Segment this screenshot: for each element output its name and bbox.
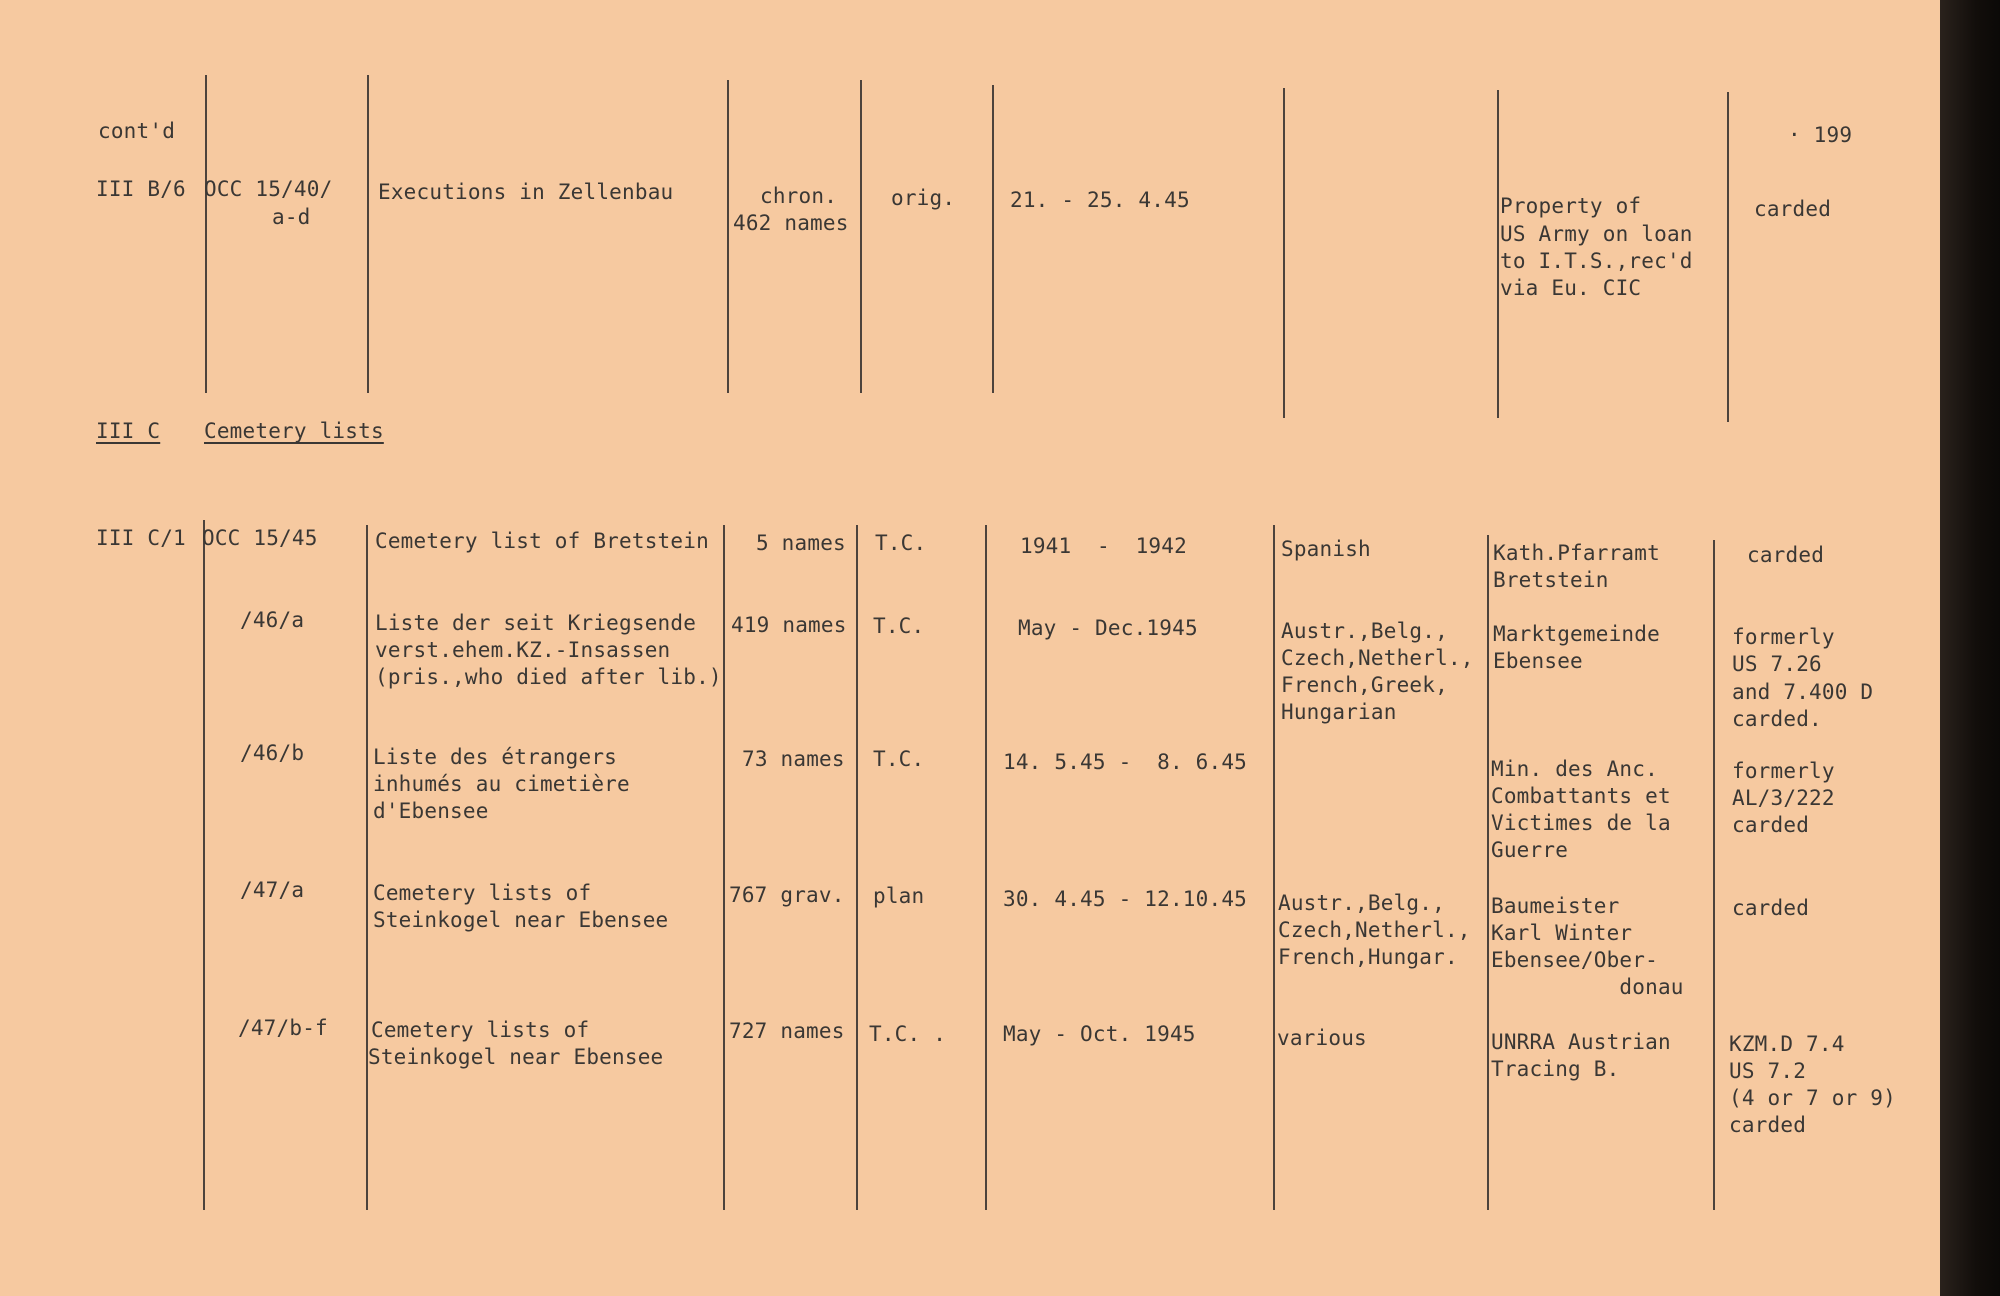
entry-title: Executions in Zellenbau bbox=[378, 180, 674, 204]
section-title: Cemetery lists bbox=[204, 419, 384, 443]
column-rule bbox=[1273, 525, 1275, 1210]
entry-source: Guerre bbox=[1491, 838, 1569, 862]
entry-status: US 7.2 bbox=[1729, 1059, 1807, 1083]
entry-ref: /46/a bbox=[240, 608, 305, 632]
column-rule bbox=[1283, 88, 1285, 418]
entry-status: formerly bbox=[1732, 625, 1835, 649]
page-edge-shadow bbox=[1940, 0, 2000, 1296]
entry-type: T.C. . bbox=[869, 1022, 947, 1046]
entry-source: Min. des Anc. bbox=[1491, 757, 1658, 781]
entry-code: III C/1 bbox=[96, 526, 186, 550]
entry-dates: May - Dec.1945 bbox=[1018, 616, 1198, 640]
entry-status: and 7.400 D bbox=[1732, 680, 1874, 704]
entry-title: verst.ehem.KZ.-Insassen bbox=[375, 638, 671, 662]
entry-status: carded bbox=[1729, 1113, 1807, 1137]
entry-title: Cemetery lists of bbox=[373, 881, 592, 905]
entry-count: 767 grav. bbox=[729, 883, 845, 907]
entry-status: carded bbox=[1754, 197, 1832, 221]
column-rule bbox=[205, 75, 207, 393]
column-rule bbox=[1727, 92, 1729, 422]
column-rule bbox=[366, 525, 368, 1210]
entry-nationality: Czech,Netherl., bbox=[1281, 646, 1474, 670]
entry-status: carded. bbox=[1732, 707, 1822, 731]
entry-dates: 1941 - 1942 bbox=[1020, 534, 1187, 558]
column-rule bbox=[1713, 540, 1715, 1210]
column-rule bbox=[723, 525, 725, 1210]
entry-title: Cemetery lists of bbox=[371, 1018, 590, 1042]
column-rule bbox=[203, 520, 205, 1210]
entry-count: 419 names bbox=[731, 613, 847, 637]
entry-source: Ebensee/Ober- bbox=[1491, 948, 1658, 972]
entry-ref: OCC 15/40/ bbox=[204, 177, 333, 201]
entry-source: Victimes de la bbox=[1491, 811, 1671, 835]
entry-nationality: various bbox=[1277, 1026, 1367, 1050]
entry-nationality: Austr.,Belg., bbox=[1281, 619, 1448, 643]
page-number: · 199 bbox=[1788, 123, 1853, 147]
entry-source: Tracing B. bbox=[1491, 1057, 1620, 1081]
entry-status: KZM.D 7.4 bbox=[1729, 1032, 1845, 1056]
entry-type: plan bbox=[873, 884, 925, 908]
entry-title: Liste des étrangers bbox=[373, 745, 618, 769]
entry-ref: a-d bbox=[272, 205, 311, 229]
entry-nationality: French,Hungar. bbox=[1278, 945, 1458, 969]
entry-type: T.C. bbox=[873, 614, 925, 638]
entry-status: carded bbox=[1747, 543, 1825, 567]
entry-count: 727 names bbox=[729, 1019, 845, 1043]
entry-dates: 21. - 25. 4.45 bbox=[1010, 188, 1190, 212]
entry-source: UNRRA Austrian bbox=[1491, 1030, 1671, 1054]
entry-count: chron. bbox=[760, 184, 838, 208]
entry-title: Liste der seit Kriegsende bbox=[375, 611, 697, 635]
entry-title: Steinkogel near Ebensee bbox=[373, 908, 669, 932]
entry-status: AL/3/222 bbox=[1732, 786, 1835, 810]
entry-source: Marktgemeinde bbox=[1493, 622, 1660, 646]
entry-count: 73 names bbox=[742, 747, 845, 771]
entry-source: Karl Winter bbox=[1491, 921, 1633, 945]
entry-status: formerly bbox=[1732, 759, 1835, 783]
entry-source: Ebensee bbox=[1493, 649, 1583, 673]
entry-source: Baumeister bbox=[1491, 894, 1620, 918]
entry-source: via Eu. CIC bbox=[1500, 276, 1642, 300]
column-rule bbox=[367, 75, 369, 393]
entry-count: 5 names bbox=[756, 531, 846, 555]
entry-nationality: Hungarian bbox=[1281, 700, 1397, 724]
contd-label: cont'd bbox=[98, 119, 176, 143]
entry-code: III B/6 bbox=[96, 177, 186, 201]
entry-source: Kath.Pfarramt bbox=[1493, 541, 1660, 565]
entry-source: to I.T.S.,rec'd bbox=[1500, 249, 1693, 273]
entry-source: Property of bbox=[1500, 194, 1642, 218]
entry-title: Cemetery list of Bretstein bbox=[375, 529, 709, 553]
entry-title: d'Ebensee bbox=[373, 799, 489, 823]
entry-dates: May - Oct. 1945 bbox=[1003, 1022, 1196, 1046]
entry-title: Steinkogel near Ebensee bbox=[368, 1045, 664, 1069]
entry-ref: OCC 15/45 bbox=[202, 526, 318, 550]
entry-nationality: Czech,Netherl., bbox=[1278, 918, 1471, 942]
entry-dates: 30. 4.45 - 12.10.45 bbox=[1003, 887, 1248, 911]
entry-dates: 14. 5.45 - 8. 6.45 bbox=[1003, 750, 1248, 774]
column-rule bbox=[1497, 90, 1499, 418]
entry-ref: /47/b-f bbox=[238, 1016, 328, 1040]
entry-type: T.C. bbox=[873, 747, 925, 771]
entry-source: US Army on loan bbox=[1500, 222, 1693, 246]
entry-ref: /46/b bbox=[240, 741, 305, 765]
column-rule bbox=[727, 80, 729, 393]
entry-nationality: French,Greek, bbox=[1281, 673, 1448, 697]
entry-count: 462 names bbox=[733, 211, 849, 235]
column-rule bbox=[856, 525, 858, 1210]
entry-status: US 7.26 bbox=[1732, 652, 1822, 676]
entry-status: (4 or 7 or 9) bbox=[1729, 1086, 1896, 1110]
column-rule bbox=[1487, 535, 1489, 1210]
entry-title: inhumés au cimetière bbox=[373, 772, 630, 796]
entry-ref: /47/a bbox=[240, 878, 305, 902]
entry-source: donau bbox=[1491, 975, 1684, 999]
entry-nationality: Spanish bbox=[1281, 537, 1371, 561]
column-rule bbox=[860, 80, 862, 393]
column-rule bbox=[985, 525, 987, 1210]
entry-type: orig. bbox=[891, 186, 956, 210]
section-code: III C bbox=[96, 419, 161, 443]
entry-title: (pris.,who died after lib.) bbox=[375, 665, 722, 689]
entry-source: Bretstein bbox=[1493, 568, 1609, 592]
entry-type: T.C. bbox=[875, 531, 927, 555]
column-rule bbox=[992, 85, 994, 393]
entry-source: Combattants et bbox=[1491, 784, 1671, 808]
entry-status: carded bbox=[1732, 896, 1810, 920]
entry-status: carded bbox=[1732, 813, 1810, 837]
entry-nationality: Austr.,Belg., bbox=[1278, 891, 1445, 915]
